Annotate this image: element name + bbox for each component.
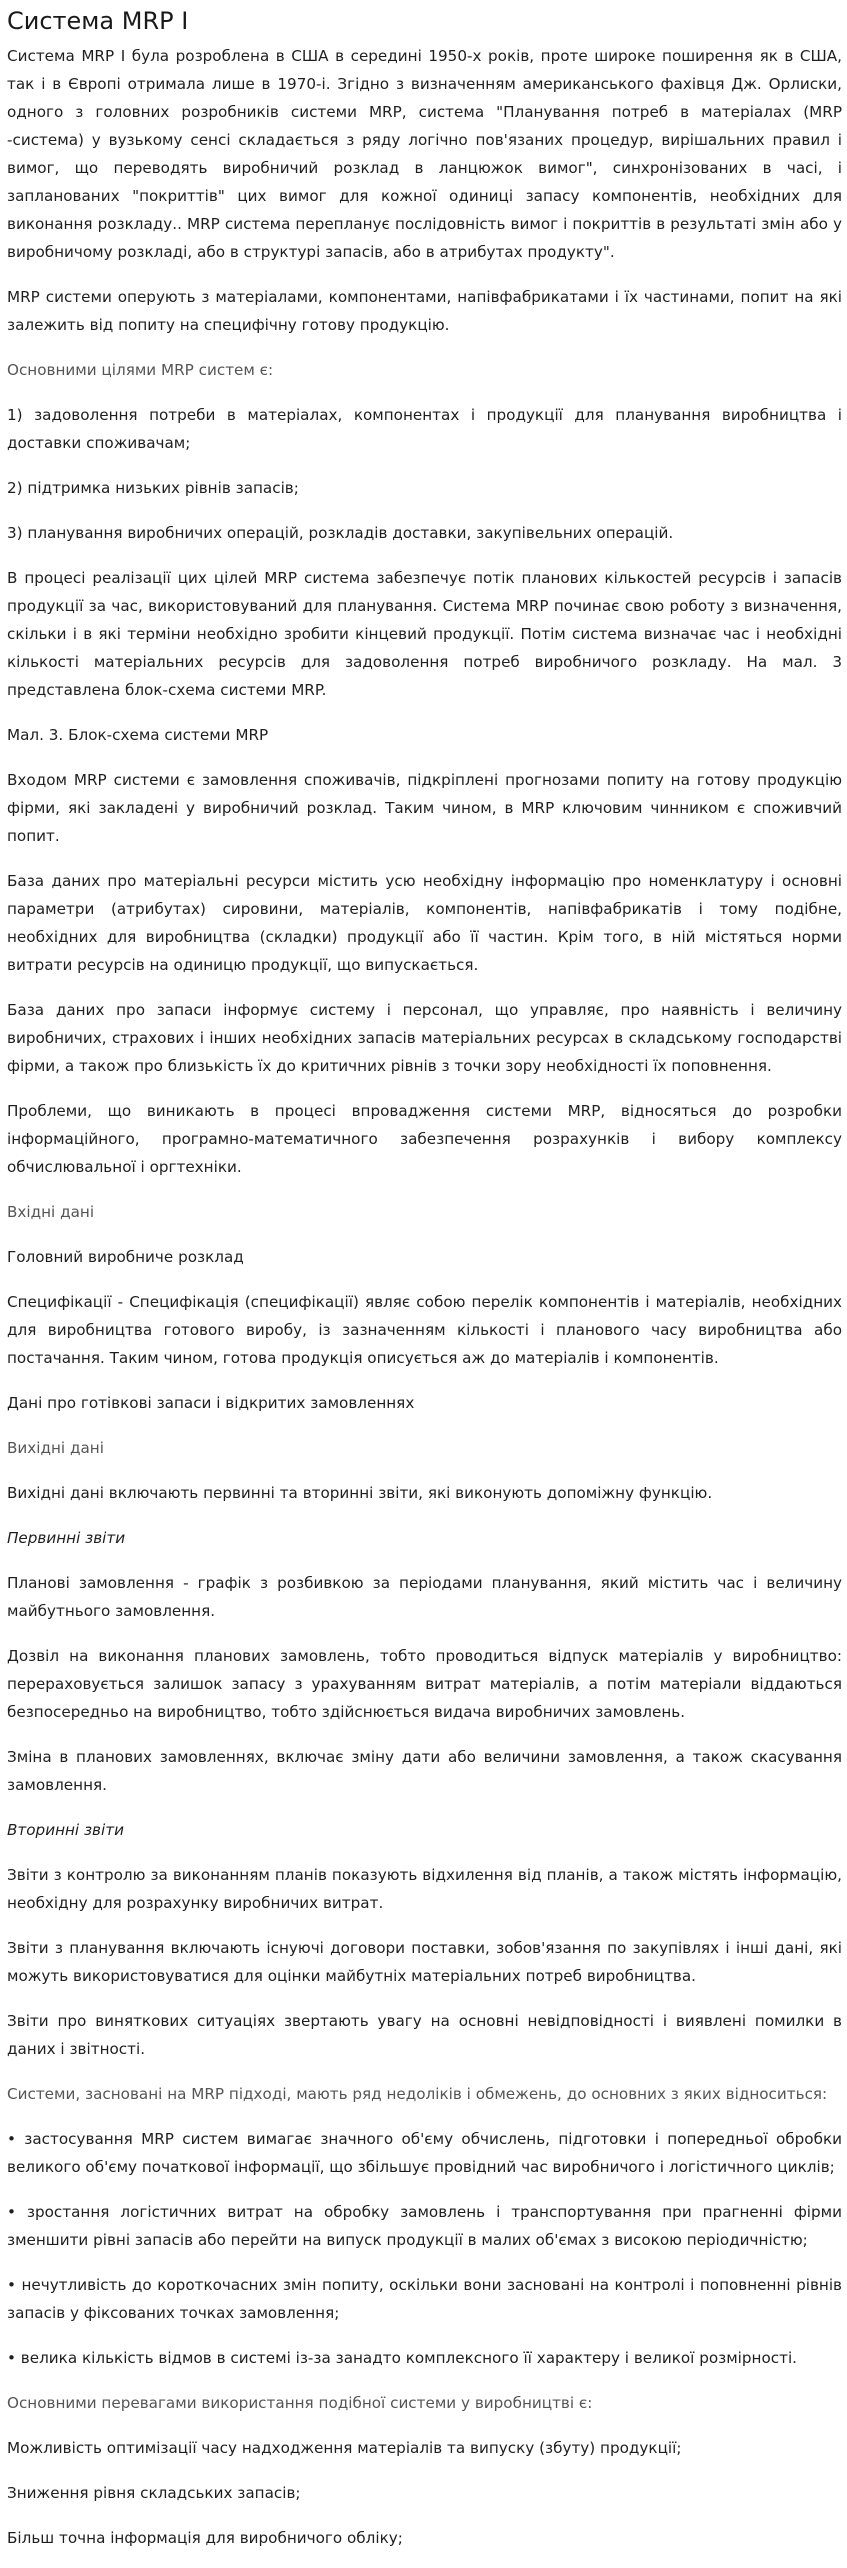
paragraph: Дозвіл на виконання планових замовлень, тобто проводиться відпуск матеріалів у виробництво: перераховується залишок запасу з урахуванням витрат матеріалів, а потім матеріали віддаються безпосередньо на виробництво, тобто здійснюється видача виробничих замовлень. — [7, 1647, 842, 1721]
paragraph: Проблеми, що виникають в процесі впровадження системи MRP, відносяться до розробки інформаційного, програмно-математичного забезпечення розрахунків і вибору комплексу обчислювальної і оргтехніки. — [7, 1102, 842, 1176]
paragraph: Можливість оптимізації часу надходження матеріалів та випуску (збуту) продукції; — [7, 2439, 682, 2457]
paragraph: Мал. 3. Блок-схема системи MRP — [7, 726, 269, 744]
paragraph: 2) підтримка низьких рівнів запасів; — [7, 479, 299, 497]
page-title: Система MRP I — [7, 7, 189, 35]
paragraph: Специфікації - Специфікація (специфікації) являє собою перелік компонентів і матеріалів, необхідних для виробництва готового виробу, із зазначенням кількості і планового часу виробництва або постачання. Таким чином, готова продукція описується аж до матеріалів і компонентів. — [7, 1293, 842, 1367]
section-heading: Основними перевагами використання подібної системи у виробництві є: — [7, 2394, 593, 2412]
paragraph: MRP системи оперують з матеріалами, компонентами, напівфабрикатами і їх частинами, попит на які залежить від попиту на специфічну готову продукцію. — [7, 288, 842, 334]
paragraph: 1) задоволення потреби в матеріалах, компонентах і продукції для планування виробництва і доставки споживачам; — [7, 406, 842, 452]
paragraph: База даних про запаси інформує систему і персонал, що управляє, про наявність і величину виробничих, страхових і інших необхідних запасів матеріальних ресурсах в складському господарстві фірми, а також про близькість їх до критичних рівнів з точки зору необхідності їх поповнення. — [7, 1001, 842, 1075]
paragraph: База даних про матеріальні ресурси містить усю необхідну інформацію про номенклатуру і основні параметри (атрибутах) сировини, матеріалів, компонентів, напівфабрикатів і тому подібне, необхідних для виробництва (складки) продукції або її частин. Крім того, в ній містяться норми витрати ресурсів на одиницю продукції, що випускається. — [7, 872, 842, 974]
paragraph: Вихідні дані включають первинні та вторинні звіти, які виконують допоміжну функцію. — [7, 1484, 713, 1502]
subsection-heading: Вторинні звіти — [7, 1821, 124, 1839]
paragraph: Планові замовлення - графік з розбивкою за періодами планування, який містить час і величину майбутнього замовлення. — [7, 1574, 842, 1620]
paragraph: Дані про готівкові запаси і відкритих замовленнях — [7, 1394, 415, 1412]
section-heading: Основними цілями MRP систем є: — [7, 361, 274, 379]
paragraph: • зростання логістичних витрат на обробку замовлень і транспортування при прагненні фірми зменшити рівні запасів або перейти на випуск продукції в малих об'ємах з високою періодичністю; — [7, 2203, 842, 2249]
paragraph: В процесі реалізації цих цілей MRP система забезпечує потік планових кількостей ресурсів і запасів продукції за час, використовуваний для планування. Система MRP починає свою роботу з визначення, скільки і в які терміни необхідно зробити кінцевий продукції. Потім система визначає час і необхідні кількості матеріальних ресурсів для задоволення потреб виробничого розкладу. На мал. 3 представлена блок-схема системи MRP. — [7, 569, 842, 699]
paragraph: Звіти з планування включають існуючі договори поставки, зобов'язання по закупівлях і інші дані, які можуть використовуватися для оцінки майбутніх матеріальних потреб виробництва. — [7, 1939, 842, 1985]
section-heading: Системи, засновані на MRP підході, мають ряд недоліків і обмежень, до основних з яких відноситься: — [7, 2085, 828, 2103]
subsection-heading: Первинні звіти — [7, 1529, 126, 1547]
paragraph: Система MRP I була розроблена в США в середині 1950-х років, проте широке поширення як в США, так і в Європі отримала лише в 1970-і. Згідно з визначенням американського фахівця Дж. Орлиски, одного з головних розробників системи MRP, система "Планування потреб в матеріалах (MRP -система) у вузькому сенсі складається з ряду логічно пов'язаних процедур, вирішальних правил і вимог, що переводять виробничий розклад в ланцюжок вимог", синхронізованих в часі, і запланованих "покриттів" цих вимог для кожної одиниці запасу компонентів, необхідних для виконання розкладу.. MRP система перепланує послідовність вимог і покриттів в результаті змін або у виробничому розкладі, або в структурі запасів, або в атрибутах продукту". — [7, 47, 842, 261]
paragraph: Входом MRP системи є замовлення споживачів, підкріплені прогнозами попиту на готову продукцію фірми, які закладені у виробничий розклад. Таким чином, в MRP ключовим чинником є споживчий попит. — [7, 771, 842, 845]
paragraph: • велика кількість відмов в системі із-за занадто комплексного її характеру і великої розмірності. — [7, 2349, 798, 2367]
paragraph: Зміна в планових замовленнях, включає зміну дати або величини замовлення, а також скасування замовлення. — [7, 1748, 842, 1794]
paragraph: Звіти з контролю за виконанням планів показують відхилення від планів, а також містять інформацію, необхідну для розрахунку виробничих витрат. — [7, 1866, 842, 1912]
section-heading: Вхідні дані — [7, 1203, 95, 1221]
paragraph: Головний виробниче розклад — [7, 1248, 244, 1266]
paragraph: • застосування MRP систем вимагає значного об'єму обчислень, підготовки і попередньої обробки великого об'єму початкової інформації, що збільшує провідний час виробничого і логістичного циклів; — [7, 2130, 842, 2176]
article-body — [7, 42, 842, 2552]
paragraph: Більш точна інформація для виробничого обліку; — [7, 2529, 403, 2547]
paragraph: Зниження рівня складських запасів; — [7, 2484, 301, 2502]
section-heading: Вихідні дані — [7, 1439, 104, 1457]
paragraph: Звіти про виняткових ситуаціях звертають увагу на основні невідповідності і виявлені помилки в даних і звітності. — [7, 2012, 842, 2058]
paragraph: 3) планування виробничих операцій, розкладів доставки, закупівельних операцій. — [7, 524, 674, 542]
paragraph: • нечутливість до короткочасних змін попиту, оскільки вони засновані на контролі і поповненні рівнів запасів у фіксованих точках замовлення; — [7, 2276, 842, 2322]
